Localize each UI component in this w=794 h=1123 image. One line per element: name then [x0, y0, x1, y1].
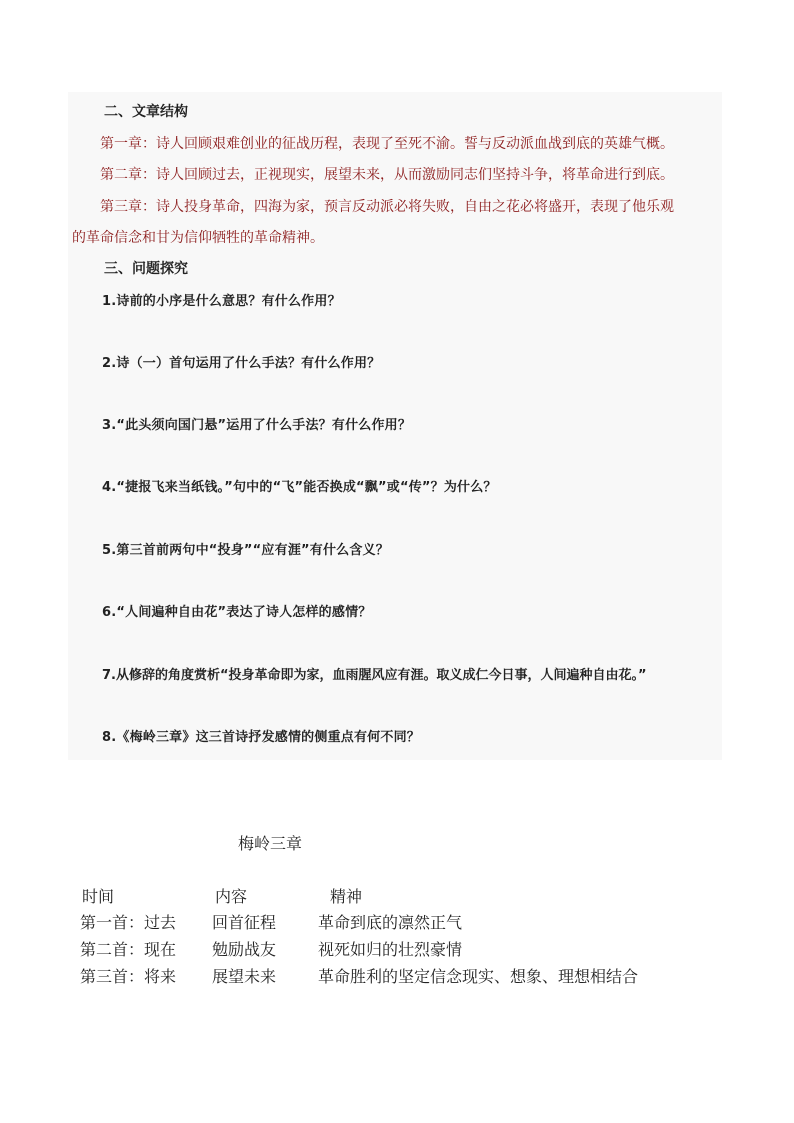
chapter-line-3-cont: 的革命信念和甘为信仰牺牲的革命精神。 — [72, 230, 324, 246]
question-2: 2.诗（一）首句运用了什么手法？有什么作用？ — [102, 356, 381, 371]
summary-title: 梅岭三章 — [238, 834, 303, 853]
table-cell: 第三首：将来 — [80, 967, 177, 986]
table-cell: 革命到底的凛然正气 — [318, 913, 463, 932]
table-cell: 革命胜利的坚定信念现实、想象、理想相结合 — [318, 967, 639, 986]
section-heading-questions: 三、问题探究 — [104, 261, 188, 277]
question-7: 7.从修辞的角度赏析“投身革命即为家，血雨腥风应有涯。取义成仁今日事，人间遍种自由花。” — [102, 668, 647, 683]
table-cell: 勉励战友 — [212, 940, 277, 959]
table-cell: 第一首：过去 — [80, 913, 177, 932]
question-6: 6.“人间遍种自由花”表达了诗人怎样的感情？ — [102, 605, 372, 620]
table-header-content: 内容 — [215, 887, 248, 906]
section-heading-structure: 二、文章结构 — [104, 104, 188, 120]
table-cell: 视死如归的壮烈豪情 — [318, 940, 463, 959]
chapter-line-1: 第一章：诗人回顾艰难创业的征战历程，表现了至死不渝。誓与反动派血战到底的英雄气概。 — [100, 136, 674, 152]
question-3: 3.“此头须向国门悬”运用了什么手法？有什么作用？ — [102, 418, 412, 433]
question-4: 4.“捷报飞来当纸钱。”句中的“飞”能否换成“飘”或“传”？为什么？ — [102, 480, 497, 495]
table-cell: 回首征程 — [212, 913, 277, 932]
table-header-spirit: 精神 — [330, 887, 363, 906]
chapter-line-2: 第二章：诗人回顾过去，正视现实，展望未来，从而激励同志们坚持斗争，将革命进行到底。 — [100, 167, 674, 183]
table-header-time: 时间 — [82, 887, 115, 906]
question-5: 5.第三首前两句中“投身”“应有涯”有什么含义？ — [102, 543, 389, 558]
question-1: 1.诗前的小序是什么意思？有什么作用？ — [102, 294, 341, 309]
question-8: 8.《梅岭三章》这三首诗抒发感情的侧重点有何不同？ — [102, 730, 420, 745]
chapter-line-3: 第三章：诗人投身革命，四海为家，预言反动派必将失败，自由之花必将盛开，表现了他乐观 — [100, 199, 674, 215]
table-cell: 第二首：现在 — [80, 940, 177, 959]
table-cell: 展望未来 — [212, 967, 277, 986]
